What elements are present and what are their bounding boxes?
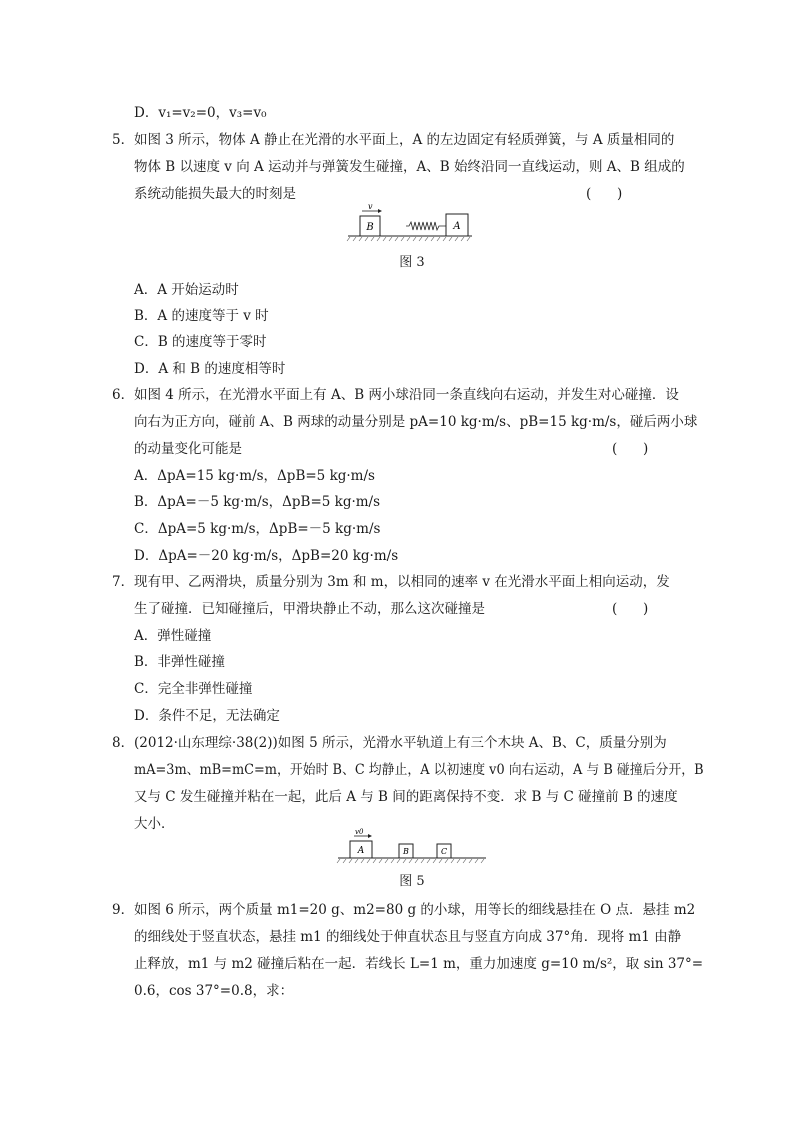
q9-line-4: 0.6，cos 37°=0.8，求：	[134, 983, 294, 999]
q9-number: 9．	[112, 902, 135, 918]
q4-option-d: D．v₁=v₂=0，v₃=v₀	[134, 105, 267, 121]
q8-line-3: 又与 C 发生碰撞并粘在一起，此后 A 与 B 间的距离保持不变．求 B 与 C 碰撞前 B 的速度	[134, 789, 678, 805]
q5-option-d: D．A 和 B 的速度相等时	[134, 361, 286, 377]
figure-5-diagram	[334, 828, 490, 866]
q7-number: 7．	[112, 574, 135, 590]
q7-option-a: A．弹性碰撞	[134, 628, 212, 644]
figure-5-label-b: B	[403, 847, 409, 856]
q9-line-3: 止释放，m1 与 m2 碰撞后粘在一起．若线长 L=1 m，重力加速度 g=10 m/s²，取 sin 37°=	[134, 956, 704, 972]
figure-5-label-a: A	[357, 846, 365, 856]
figure-5-caption: 图 5	[399, 874, 425, 889]
q5-option-a: A．A 开始运动时	[134, 282, 239, 298]
q7-option-c: C．完全非弹性碰撞	[134, 681, 253, 697]
q6-number: 6．	[112, 387, 135, 403]
q5-number: 5．	[112, 132, 135, 148]
figure-3-diagram	[344, 202, 476, 242]
q8-line-4: 大小．	[134, 816, 175, 832]
q8-number: 8．	[112, 735, 135, 751]
q6-line-2: 向右为正方向，碰前 A、B 两球的动量分别是 pA=10 kg·m/s、pB=15 kg·m/s，碰后两小球	[134, 414, 698, 430]
q9-line-2: 的细线处于竖直状态，悬挂 m1 的细线处于伸直状态且与竖直方向成 37°角．现将 m1 由静	[134, 929, 682, 945]
q5-line-3: 系统动能损失最大的时刻是	[134, 186, 296, 202]
q6-option-a: A．ΔpA=15 kg·m/s，ΔpB=5 kg·m/s	[134, 468, 375, 484]
figure-3-caption: 图 3	[399, 255, 425, 270]
q5-option-b: B．A 的速度等于 v 时	[134, 308, 269, 324]
figure-5-velocity-label: v0	[355, 828, 364, 836]
q7-option-b: B．非弹性碰撞	[134, 654, 225, 670]
q7-option-d: D．条件不足，无法确定	[134, 708, 280, 724]
figure-3-label-b: B	[366, 222, 374, 233]
q5-option-c: C．B 的速度等于零时	[134, 334, 267, 350]
q5-line-2: 物体 B 以速度 v 向 A 运动并与弹簧发生碰撞，A、B 始终沿同一直线运动，则 A、B 组成的	[134, 159, 685, 175]
q6-line-3: 的动量变化可能是	[134, 441, 242, 457]
q6-option-c: C．ΔpA=5 kg·m/s，ΔpB=－5 kg·m/s	[134, 521, 381, 537]
q6-line-1: 如图 4 所示，在光滑水平面上有 A、B 两小球沿同一条直线向右运动，并发生对心碰撞．设	[134, 387, 679, 403]
q7-line-2: 生了碰撞．已知碰撞后，甲滑块静止不动，那么这次碰撞是	[134, 601, 485, 617]
figure-3-velocity-label: v	[368, 202, 373, 211]
figure-3-spring	[406, 222, 446, 230]
q8-line-1: (2012·山东理综·38(2))如图 5 所示，光滑水平轨道上有三个木块 A、B、C，质量分别为	[134, 735, 667, 751]
q6-option-b: B．ΔpA=－5 kg·m/s，ΔpB=5 kg·m/s	[134, 494, 381, 510]
q5-answer-blank: ( )	[586, 186, 623, 202]
q6-option-d: D．ΔpA=－20 kg·m/s，ΔpB=20 kg·m/s	[134, 548, 399, 564]
q7-line-1: 现有甲、乙两滑块，质量分别为 3m 和 m，以相同的速率 v 在光滑水平面上相向运动，发	[134, 574, 670, 590]
q8-line-2: mA=3m、mB=mC=m，开始时 B、C 均静止，A 以初速度 v0 向右运动，A 与 B 碰撞后分开，B	[134, 762, 704, 778]
q5-line-1: 如图 3 所示，物体 A 静止在光滑的水平面上，A 的左边固定有轻质弹簧，与 A 质量相同的	[134, 132, 675, 148]
q6-answer-blank: ( )	[612, 441, 649, 457]
figure-5-label-c: C	[440, 847, 448, 856]
figure-3-label-a: A	[453, 221, 461, 232]
q9-line-1: 如图 6 所示，两个质量 m1=20 g、m2=80 g 的小球，用等长的细线悬挂在 O 点．悬挂 m2	[134, 902, 696, 918]
q7-answer-blank: ( )	[612, 601, 649, 617]
